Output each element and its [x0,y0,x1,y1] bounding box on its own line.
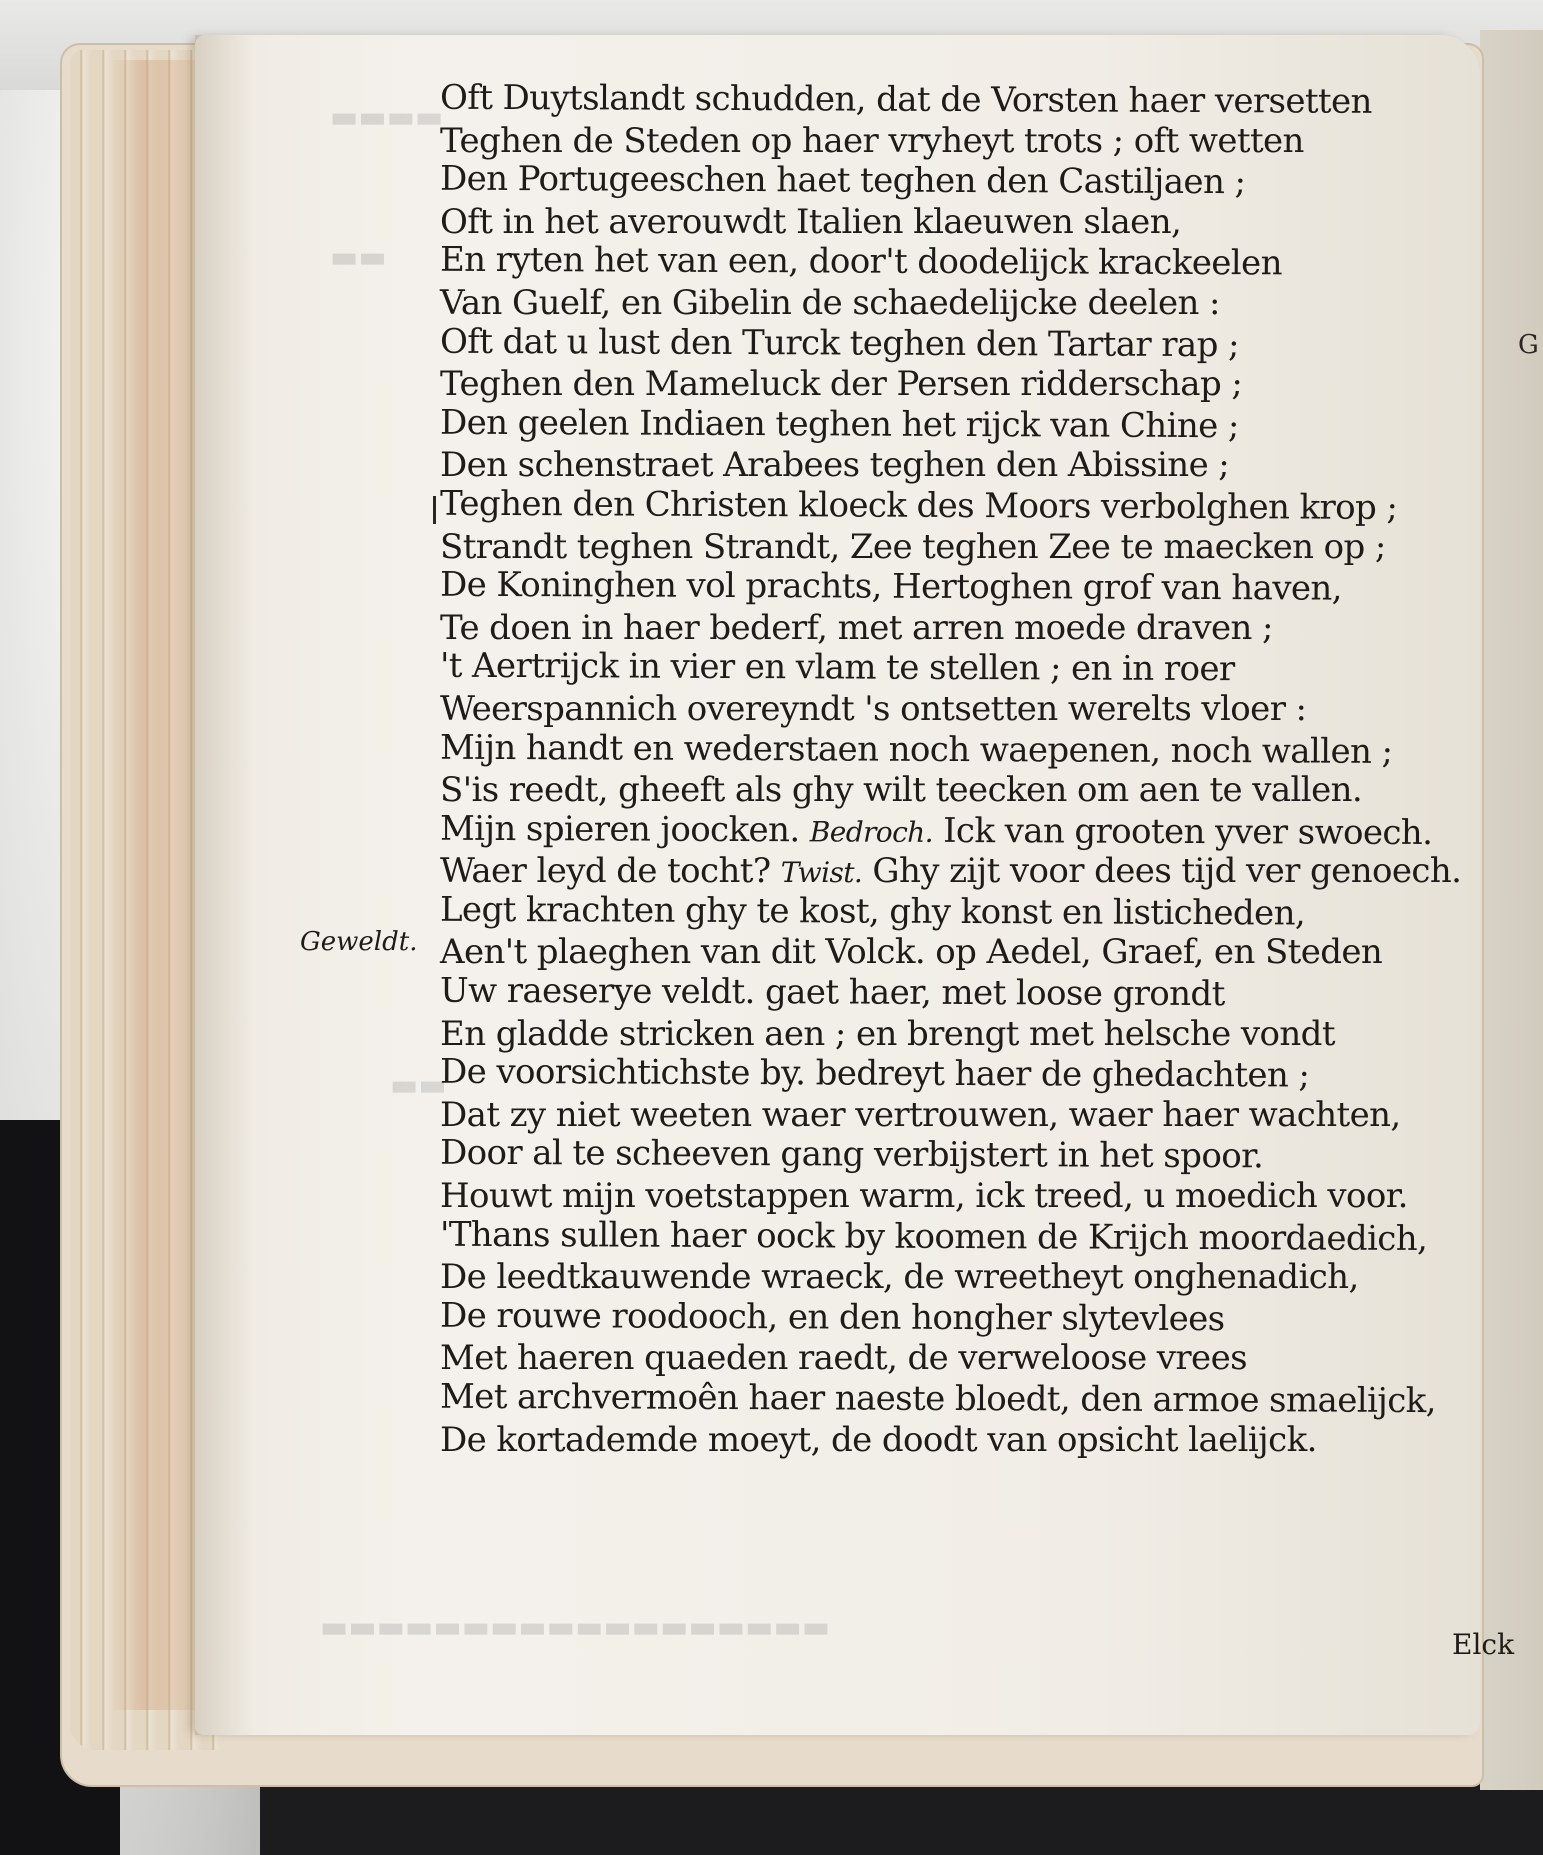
poem-line: Van Guelf, en Gibelin de schaedelijcke deelen : [440,282,1220,323]
poem-line: Legt krachten ghy te kost, ghy konst en listicheden, [439,889,1306,934]
facing-page-edge [1480,30,1543,1790]
poem-line: De voorsichtichste by. bedreyt haer de ghedachten ; [439,1051,1310,1096]
poem-line: Mijn handt en wederstaen noch waepenen, noch wallen ; [439,727,1393,772]
poem-line: 't Aertrijck in vier en vlam te stellen ; en in roer [439,646,1235,690]
poem-line: De kortademde moeyt, de doodt van opsicht laelijck. [440,1419,1317,1460]
show-through-text: ▬▬ [390,1068,447,1103]
catchword: Elck [1452,1628,1515,1661]
speaker-name: Bedroch. [809,815,934,849]
poem-line: S'is reedt, gheeft als ghy wilt teecken om aen te vallen. [440,770,1363,811]
poem-line: 'Thans sullen haer oock by koomen de Krijch moordaedich, [439,1214,1428,1259]
poem-line: Teghen den Mameluck der Persen ridderschap ; [440,364,1243,405]
show-through-text: ▬▬ [330,240,387,275]
poem-line: Door al te scheeven gang verbijstert in het spoor. [439,1133,1264,1177]
poem-line: De leedtkauwende wraeck, de wreetheyt onghenadich, [440,1257,1359,1298]
poem-line: Den Portugeeschen haet teghen den Castiljaen ; [439,158,1246,203]
poem-line: Strandt teghen Strandt, Zee teghen Zee te maecken op ; [440,526,1386,567]
line-text: Ick van grooten yver swoech. [932,810,1433,853]
speaker-name: Twist. [780,856,863,890]
poem-line: Houwt mijn voetstappen warm, ick treed, u moedich voor. [440,1176,1408,1217]
poem-line: Teghen de Steden op haer vryheyt trots ; oft wetten [440,120,1304,161]
poem-line: Weerspannich overeyndt 's ontsetten werelts vloer : [440,688,1307,729]
margin-mark [433,496,436,524]
poem-line-dialogue [440,808,1480,853]
line-text: Mijn spieren joocken. [439,808,810,851]
poem-line: De Koninghen vol prachts, Hertoghen grof van haven, [439,564,1343,609]
poem-line: Dat zy niet weeten waer vertrouwen, waer haer wachten, [440,1094,1401,1135]
page-gutter-shadow [195,35,255,1735]
poem-line-dialogue [440,851,1480,892]
show-through-text: ▬▬▬▬▬▬▬▬▬▬▬▬▬▬▬▬▬▬ [320,1610,831,1645]
poem-line: En ryten het van een, door't doodelijck krackeelen [439,240,1283,284]
margin-speaker-label: Geweldt. [300,927,418,957]
poem-line: Den schenstraet Arabees teghen den Abissine ; [440,445,1230,486]
poem-line: Oft in het averouwdt Italien klaeuwen slaen, [440,201,1182,242]
facing-page-letter: G [1518,330,1539,360]
line-text: Ghy zijt voor dees tijd ver genoech. [862,851,1462,892]
poem-line: De rouwe roodooch, en den hongher slytevlees [439,1295,1225,1339]
poem-line: Aen't plaeghen van dit Volck. op Aedel, Graef, en Steden [440,932,1383,973]
poem-text [439,77,1480,1460]
poem-line: Oft dat u lust den Turck teghen den Tartar rap ; [439,321,1239,365]
poem-line: Uw raeserye veldt. gaet haer, met loose grondt [439,970,1225,1015]
poem-line: Met archvermoên haer naeste bloedt, den armoe smaelijck, [439,1376,1437,1422]
line-text: Waer leyd de tocht? [440,851,781,892]
page-edge-stain [110,60,195,1710]
poem-line: Teghen den Christen kloeck des Moors verbolghen krop ; [439,483,1398,528]
poem-line: En gladde stricken aen ; en brengt met helsche vondt [440,1013,1335,1054]
show-through-text: ▬▬▬▬ [330,100,444,135]
poem-line: Met haeren quaeden raedt, de verweloose vrees [440,1338,1247,1379]
poem-line: Te doen in haer bederf, met arren moede draven ; [440,607,1273,648]
poem-line: Oft Duytslandt schudden, dat de Vorsten haer versetten [439,77,1372,122]
poem-line: Den geelen Indiaen teghen het rijck van Chine ; [439,402,1239,446]
